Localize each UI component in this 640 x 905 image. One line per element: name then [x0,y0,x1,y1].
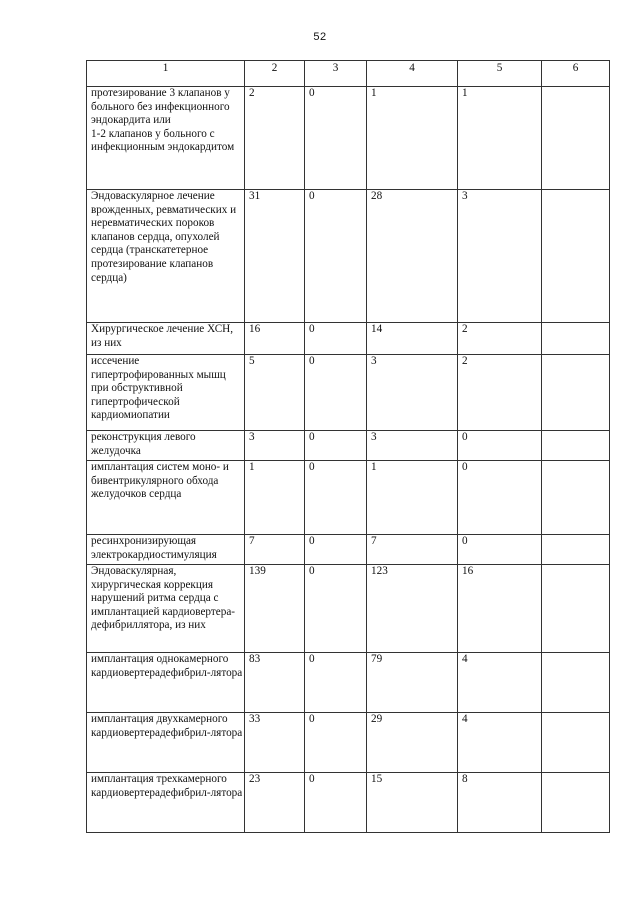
cell-col5: 1 [458,87,542,190]
cell-col3: 0 [305,565,367,653]
table-row [87,431,610,461]
column-header-2: 2 [245,61,305,87]
cell-col5: 0 [458,535,542,565]
cell-col3: 0 [305,323,367,355]
cell-col2: 33 [245,713,305,773]
table-row [87,713,610,773]
cell-col4: 1 [367,461,458,535]
cell-col4: 1 [367,87,458,190]
row-label: Эндоваскулярное лечение врожденных, ревматических и неревматических пороков клапанов сердца, опухолей сердца (транскатетерное протезирование клапанов сердца) [87,190,245,323]
cell-col2: 83 [245,653,305,713]
cell-col6 [542,431,610,461]
cell-col5: 0 [458,431,542,461]
cell-col3: 0 [305,190,367,323]
table-row [87,323,610,355]
cell-col3: 0 [305,355,367,431]
cell-col6 [542,87,610,190]
column-header-3: 3 [305,61,367,87]
cell-col6 [542,535,610,565]
table-row [87,461,610,535]
cell-col6 [542,565,610,653]
column-header-6: 6 [542,61,610,87]
cell-col4: 3 [367,431,458,461]
cell-col4: 14 [367,323,458,355]
cell-col4: 79 [367,653,458,713]
cell-col5: 3 [458,190,542,323]
cell-col2: 139 [245,565,305,653]
table-header-row [87,61,610,87]
cell-col3: 0 [305,773,367,833]
cell-col2: 16 [245,323,305,355]
cell-col2: 31 [245,190,305,323]
cell-col2: 7 [245,535,305,565]
cell-col6 [542,773,610,833]
row-label: имплантация двухкамерного кардиовертерадефибрил-лятора [87,713,245,773]
row-label: иссечение гипертрофированных мышц при обструктивной гипертрофической кардиомиопатии [87,355,245,431]
cell-col4: 7 [367,535,458,565]
cell-col6 [542,190,610,323]
row-label: Хирургическое лечение ХСН, из них [87,323,245,355]
cell-col4: 123 [367,565,458,653]
column-header-1: 1 [87,61,245,87]
cell-col5: 8 [458,773,542,833]
cell-col5: 4 [458,653,542,713]
cell-col2: 1 [245,461,305,535]
cell-col4: 28 [367,190,458,323]
cell-col5: 16 [458,565,542,653]
cell-col6 [542,653,610,713]
cell-col3: 0 [305,461,367,535]
table-row [87,565,610,653]
cell-col4: 29 [367,713,458,773]
cell-col3: 0 [305,535,367,565]
row-label: имплантация систем моно- и бивентрикулярного обхода желудочков сердца [87,461,245,535]
cell-col3: 0 [305,653,367,713]
row-label: реконструкция левого желудочка [87,431,245,461]
cell-col2: 5 [245,355,305,431]
cell-col4: 15 [367,773,458,833]
row-label: протезирование 3 клапанов у больного без инфекционного эндокардита или 1-2 клапанов у больного с инфекционным эндокардитом [87,87,245,190]
cell-col4: 3 [367,355,458,431]
cell-col6 [542,355,610,431]
column-header-4: 4 [367,61,458,87]
cell-col3: 0 [305,713,367,773]
cell-col2: 23 [245,773,305,833]
table-row [87,87,610,190]
row-label: имплантация трехкамерного кардиовертерадефибрил-лятора [87,773,245,833]
cell-col6 [542,323,610,355]
statistics-table [86,60,610,833]
cell-col2: 3 [245,431,305,461]
cell-col5: 0 [458,461,542,535]
cell-col6 [542,713,610,773]
cell-col5: 2 [458,323,542,355]
row-label: Эндоваскулярная, хирургическая коррекция нарушений ритма сердца с имплантацией кардиовертера-дефибриллятора, из них [87,565,245,653]
cell-col2: 2 [245,87,305,190]
column-header-5: 5 [458,61,542,87]
row-label: ресинхронизирующая электрокардиостимуляция [87,535,245,565]
cell-col5: 4 [458,713,542,773]
cell-col5: 2 [458,355,542,431]
page-number: 52 [313,31,327,43]
table-row [87,535,610,565]
table-row [87,653,610,713]
table-row [87,355,610,431]
table-row [87,773,610,833]
cell-col3: 0 [305,87,367,190]
table-row [87,190,610,323]
cell-col3: 0 [305,431,367,461]
row-label: имплантация однокамерного кардиовертерадефибрил-лятора [87,653,245,713]
cell-col6 [542,461,610,535]
